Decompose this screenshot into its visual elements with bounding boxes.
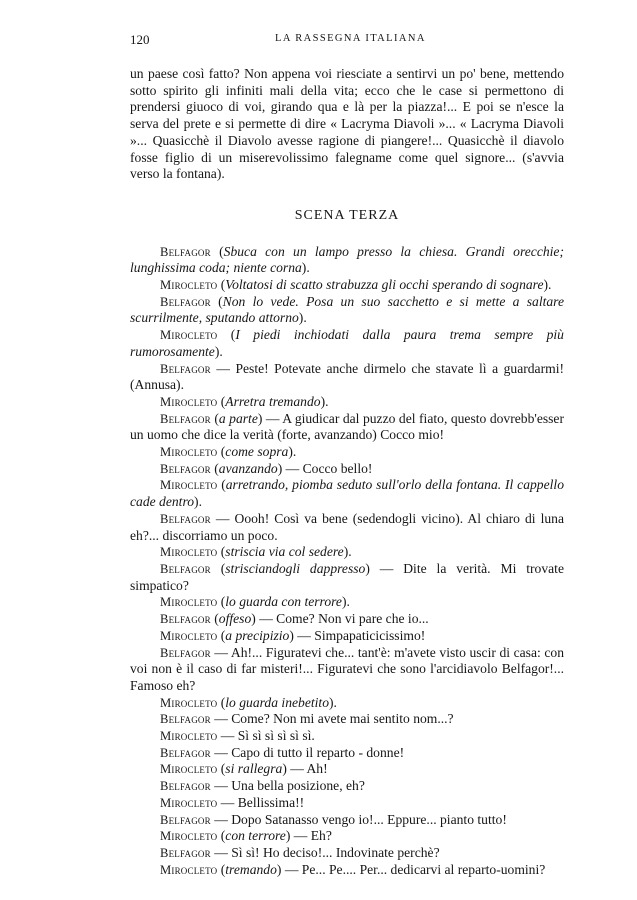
line-separator: — [217, 794, 238, 810]
stage-direction: I piedi inchiodati dalla paura trema sempre più rumorosamente [130, 327, 564, 359]
dialogue-line [130, 361, 564, 394]
dialogue-line [130, 628, 564, 645]
line-separator: ( [217, 544, 226, 560]
spoken-text: ) — Simpapaticicissimo! [289, 627, 426, 643]
spoken-text: ). [543, 277, 552, 293]
spoken-text: ) — Come? Non vi pare che io... [251, 611, 429, 627]
line-separator: — [210, 778, 232, 794]
spoken-text: Oooh! Così va bene (sedendogli vicino). Al chiaro di luna eh?... discorriamo un poco. [130, 510, 565, 543]
line-separator: ( [217, 277, 226, 293]
line-separator: ( [210, 460, 219, 476]
spoken-text: Come? Non mi avete mai sentito nom...? [231, 711, 454, 727]
spoken-text: Capo di tutto il reparto - donne! [231, 744, 405, 760]
dialogue-line [130, 845, 564, 862]
speaker-name: Mirocleto [160, 328, 218, 343]
line-separator: — [210, 844, 232, 860]
line-separator: ( [210, 243, 224, 259]
spoken-text: ) — Dite la verità. Mi trovate simpatico? [130, 560, 564, 593]
line-separator: ( [210, 410, 219, 426]
spoken-text: ). [214, 343, 223, 359]
speaker-name: Belfagor [160, 612, 211, 627]
dialogue-line [130, 444, 564, 461]
page-header [130, 32, 550, 50]
dialogue-line [130, 244, 564, 277]
spoken-text: Una bella posizione, eh? [231, 778, 365, 794]
line-separator: — [210, 744, 232, 760]
dialogue-line [130, 594, 564, 611]
page-number: 120 [130, 32, 150, 47]
stage-direction: come sopra [225, 444, 289, 460]
line-separator: ( [217, 828, 226, 844]
speaker-name: Mirocleto [160, 445, 218, 460]
speaker-name: Belfagor [160, 845, 211, 860]
line-separator: ( [217, 627, 226, 643]
stage-direction: lo guarda con terrore [225, 594, 342, 610]
dialogue-line [130, 544, 564, 561]
spoken-text: Sì sì sì sì sì sì. [237, 728, 315, 744]
dialogue-line [130, 611, 564, 628]
speaker-name: Mirocleto [160, 762, 218, 777]
dialogue-line [130, 711, 564, 728]
speaker-name: Mirocleto [160, 394, 218, 409]
spoken-text: ). [288, 444, 297, 460]
speaker-name: Belfagor [160, 461, 211, 476]
spoken-text: Ah!... Figuratevi che... tant'è: m'avete visto uscir di casa: con voi non è il caso di far misteri!... Figuratevi che sono l'arcidiavolo Belfagor!... Famoso eh? [130, 644, 565, 693]
dialogue-line [130, 862, 564, 879]
line-separator: — [210, 360, 236, 376]
stage-direction: a precipizio [225, 627, 290, 643]
spoken-text: ) — Eh? [285, 828, 332, 844]
dialogue-line [130, 461, 564, 478]
stage-direction: striscia via col sedere [225, 544, 344, 560]
dialogue-line [130, 411, 564, 444]
speaker-name: Belfagor [160, 712, 211, 727]
stage-direction: avanzando [218, 460, 278, 476]
speaker-name: Mirocleto [160, 829, 218, 844]
speaker-name: Mirocleto [160, 795, 218, 810]
line-separator: — [210, 644, 231, 660]
speaker-name: Belfagor [160, 812, 211, 827]
speaker-name: Mirocleto [160, 628, 218, 643]
speaker-name: Belfagor [160, 645, 211, 660]
running-title: LA RASSEGNA ITALIANA [275, 33, 426, 44]
dialogue-line [130, 812, 564, 829]
line-separator: ( [210, 611, 219, 627]
monologue-paragraph: un paese così fatto? Non appena voi riesciate a sentirvi un po' bene, mettendo sotto spirito gli infiniti mali della vita; ecco che le case si permettono di prendersi giuoco di voi, girando qua e là per la piazza!... E poi se n'esce la serva del prete e si permette di dire « Lacryma Diavoli »... « Lacryma Diavoli »... Quasicchè il Diavolo avesse ragione di piangere!... Quasicchè il diavolo fosse figlio di un miserevolissimo falegname come quel signore... (s'avvia verso la fontana). [130, 66, 564, 182]
stage-direction: con terrore [225, 828, 286, 844]
speaker-name: Belfagor [160, 361, 211, 376]
line-separator: — [210, 811, 232, 827]
stage-direction: Voltatosi di scatto strabuzza gli occhi sperando di sognare [225, 277, 544, 293]
line-separator: ( [217, 327, 236, 343]
dialogue-line [130, 645, 564, 695]
dialogue-line [130, 477, 564, 510]
stage-direction: lo guarda inebetito [225, 694, 329, 710]
page-body [130, 66, 564, 878]
line-separator: ( [217, 761, 226, 777]
speaker-name: Mirocleto [160, 545, 218, 560]
stage-direction: Arretra tremando [225, 393, 321, 409]
line-separator: — [217, 728, 238, 744]
dialogue-line [130, 745, 564, 762]
spoken-text: Dopo Satanasso vengo io!... Eppure... pianto tutto! [231, 811, 507, 827]
speaker-name: Belfagor [160, 511, 211, 526]
speaker-name: Mirocleto [160, 278, 218, 293]
dialogue-line [130, 728, 564, 745]
scene-title: SCENA TERZA [294, 207, 400, 223]
spoken-text: ). [301, 260, 310, 276]
dialogue-line [130, 778, 564, 795]
speaker-name: Mirocleto [160, 729, 218, 744]
dialogue-line [130, 695, 564, 712]
stage-direction: offeso [218, 611, 252, 627]
stage-direction: si rallegra [225, 761, 283, 777]
stage-direction: arretrando, piomba seduto sull'orlo della fontana. Il cappello cade dentro [130, 477, 564, 510]
speaker-name: Belfagor [160, 779, 211, 794]
dialogue-line [130, 294, 564, 327]
line-separator: ( [210, 560, 226, 576]
speaker-name: Mirocleto [160, 695, 218, 710]
line-separator: ( [210, 293, 223, 309]
dialogue [130, 244, 564, 879]
line-separator: ( [217, 444, 226, 460]
speaker-name: Mirocleto [160, 862, 218, 877]
line-separator: ( [217, 477, 226, 493]
stage-direction: Sbuca con un lampo presso la chiesa. Grandi orecchie; lunghissima coda; niente corna [130, 243, 564, 276]
dialogue-line [130, 828, 564, 845]
spoken-text: ). [341, 594, 350, 610]
spoken-text: ). [329, 694, 337, 710]
line-separator: ( [217, 393, 226, 409]
speaker-name: Belfagor [160, 244, 211, 259]
spoken-text: Bellissima!! [237, 794, 305, 810]
spoken-text: Peste! Potevate anche dirmelo che stavate lì a guardarmi! (Annusa). [130, 360, 564, 393]
dialogue-line [130, 511, 564, 544]
spoken-text: ) — A giudicar dal puzzo del fiato, questo dovrebb'esser un uomo che dice la verità (forte, avanzando) Cocco mio! [130, 410, 564, 443]
dialogue-line [130, 277, 564, 294]
stage-direction: a parte [218, 410, 258, 426]
spoken-text: Sì sì! Ho deciso!... Indovinate perchè? [231, 844, 440, 860]
stage-direction: tremando [225, 861, 277, 877]
speaker-name: Belfagor [160, 561, 211, 576]
dialogue-line [130, 394, 564, 411]
spoken-text: ). [298, 310, 307, 326]
speaker-name: Mirocleto [160, 478, 218, 493]
line-separator: ( [217, 694, 226, 710]
speaker-name: Belfagor [160, 411, 211, 426]
dialogue-line [130, 561, 564, 594]
line-separator: — [210, 711, 232, 727]
spoken-text: ). [320, 393, 329, 409]
spoken-text: ) — Ah! [282, 761, 328, 777]
dialogue-line [130, 795, 564, 812]
dialogue-line [130, 327, 564, 360]
dialogue-line [130, 761, 564, 778]
stage-direction: Non lo vede. Posa un suo sacchetto e si mette a saltare scurrilmente, sputando attorno [130, 293, 564, 326]
stage-direction: strisciandogli dappresso [225, 560, 366, 576]
spoken-text: ) — Pe... Pe.... Per... dedicarvi al reparto-uomini? [276, 861, 546, 877]
line-separator: ( [217, 594, 226, 610]
line-separator: ( [217, 861, 226, 877]
spoken-text: ). [343, 544, 352, 560]
speaker-name: Belfagor [160, 294, 211, 309]
speaker-name: Mirocleto [160, 595, 218, 610]
spoken-text: ). [194, 494, 202, 510]
spoken-text: ) — Cocco bello! [277, 460, 373, 476]
line-separator: — [210, 510, 235, 526]
speaker-name: Belfagor [160, 745, 211, 760]
